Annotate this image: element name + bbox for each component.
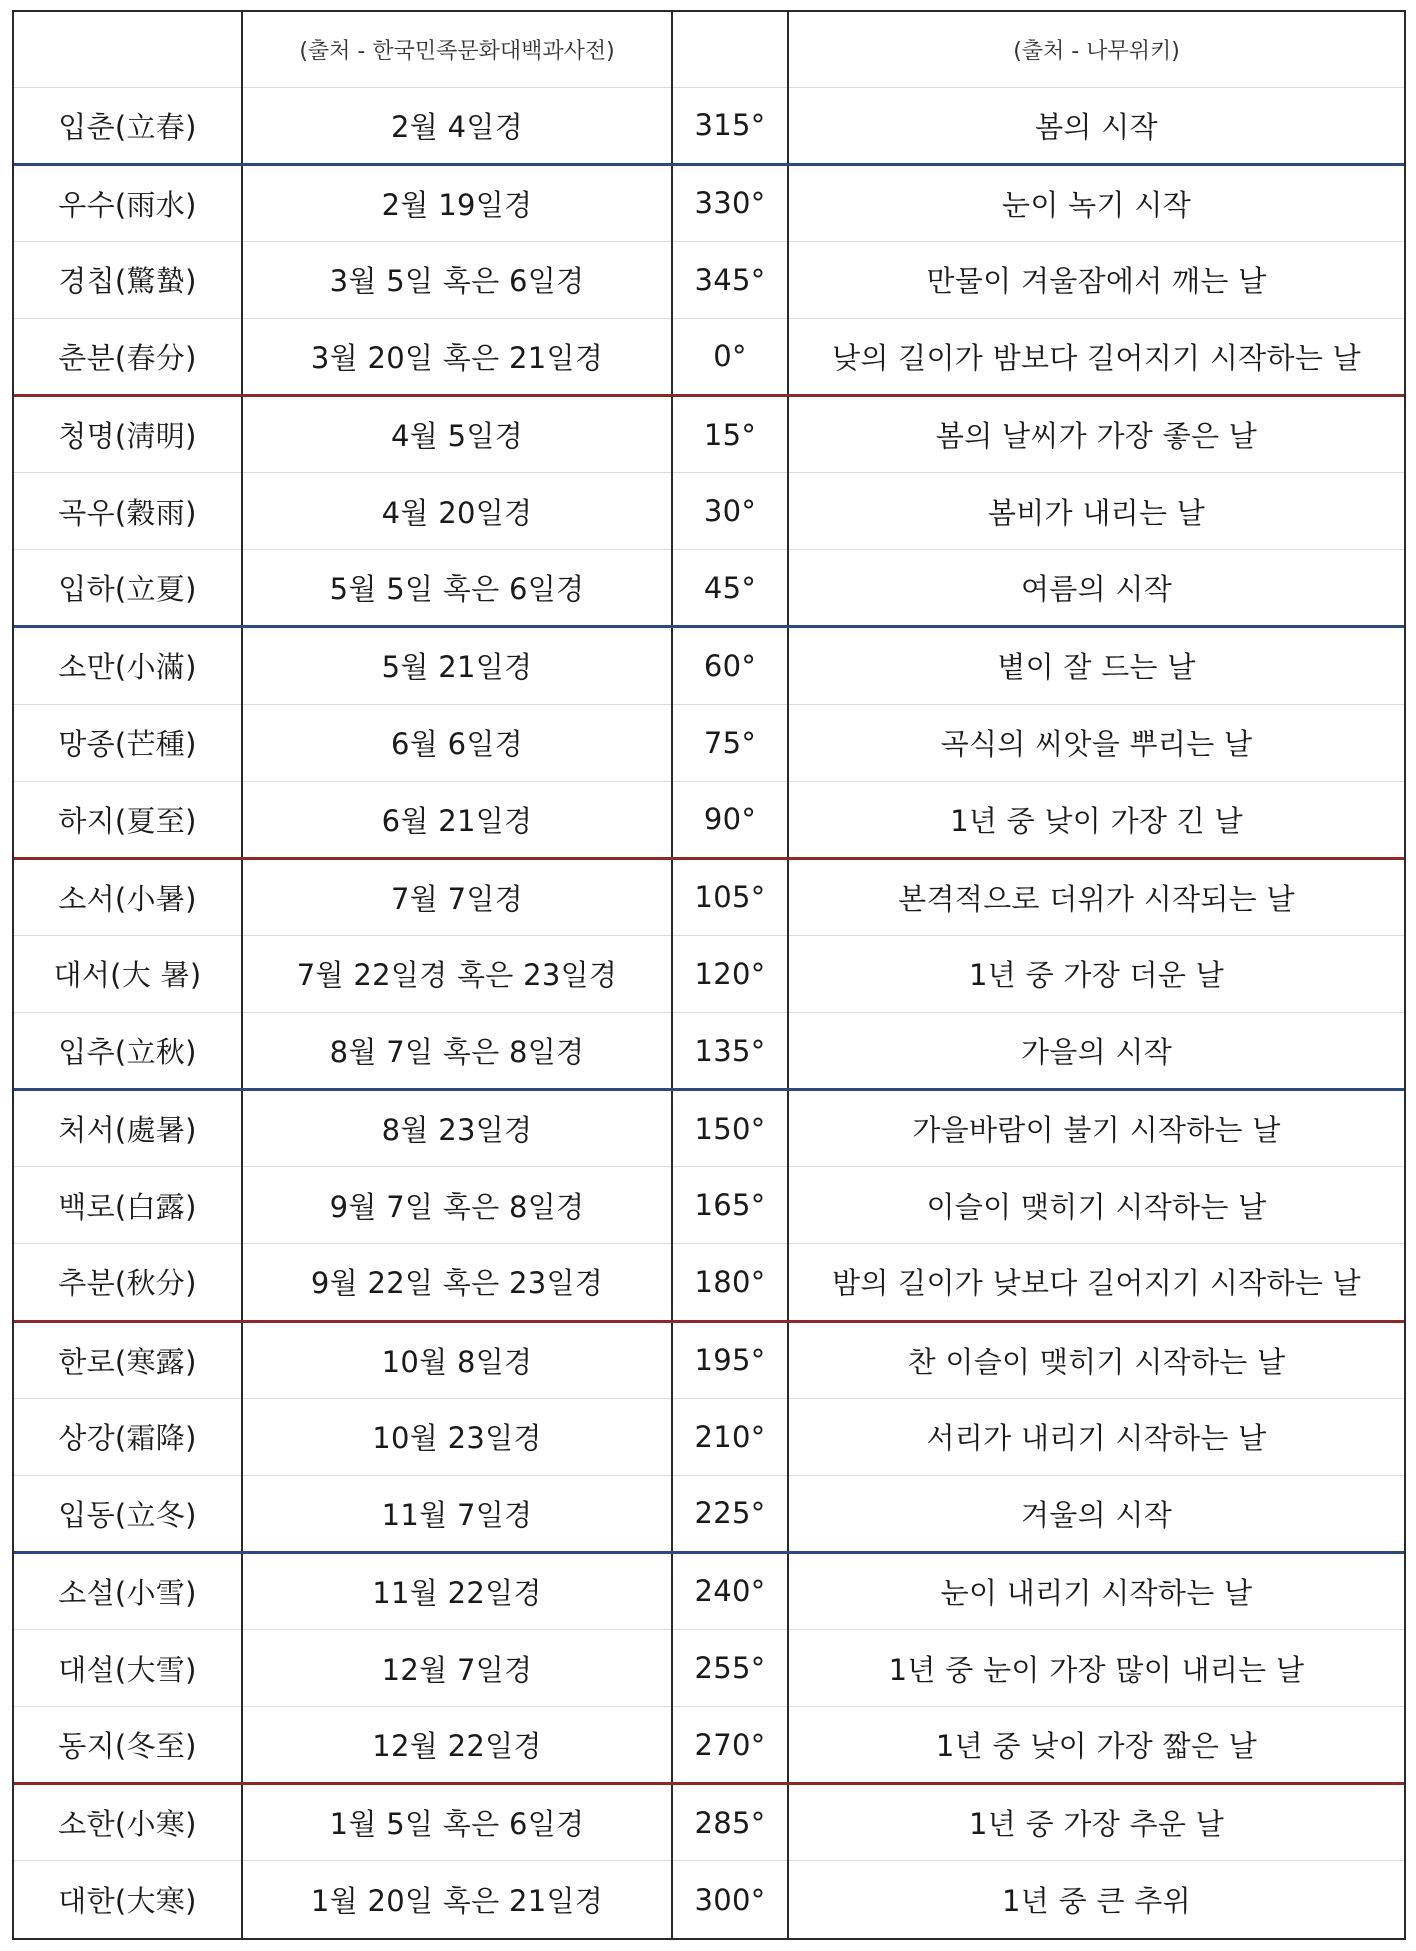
table-row: [14, 473, 1404, 550]
solar-terms-table-container: [12, 10, 1406, 1940]
term-name-cell: 청명(淸明): [14, 396, 242, 473]
table-row: [14, 1398, 1404, 1475]
table-row: [14, 550, 1404, 627]
term-date-cell: 11월 7일경: [242, 1475, 672, 1552]
term-degree-cell: 300°: [672, 1861, 788, 1938]
table-row: [14, 1707, 1404, 1784]
term-degree-cell: 165°: [672, 1167, 788, 1244]
term-desc-cell: 만물이 겨울잠에서 깨는 날: [788, 241, 1404, 318]
term-name-cell: 하지(夏至): [14, 781, 242, 858]
term-date-cell: 2월 19일경: [242, 164, 672, 241]
header-row: [14, 12, 1404, 87]
term-date-cell: 5월 5일 혹은 6일경: [242, 550, 672, 627]
term-degree-cell: 270°: [672, 1707, 788, 1784]
term-date-cell: 12월 22일경: [242, 1707, 672, 1784]
term-date-cell: 12월 7일경: [242, 1630, 672, 1707]
term-name-cell: 한로(寒露): [14, 1321, 242, 1398]
term-degree-cell: 150°: [672, 1090, 788, 1167]
term-name-cell: 춘분(春分): [14, 318, 242, 395]
term-degree-cell: 345°: [672, 241, 788, 318]
term-degree-cell: 210°: [672, 1398, 788, 1475]
header-name-cell: [14, 12, 242, 87]
term-name-cell: 소설(小雪): [14, 1552, 242, 1629]
term-desc-cell: 낮의 길이가 밤보다 길어지기 시작하는 날: [788, 318, 1404, 395]
term-date-cell: 5월 21일경: [242, 627, 672, 704]
term-name-cell: 동지(冬至): [14, 1707, 242, 1784]
term-degree-cell: 105°: [672, 858, 788, 935]
term-desc-cell: 가을바람이 불기 시작하는 날: [788, 1090, 1404, 1167]
term-name-cell: 곡우(穀雨): [14, 473, 242, 550]
term-date-cell: 8월 7일 혹은 8일경: [242, 1013, 672, 1090]
term-name-cell: 경칩(驚蟄): [14, 241, 242, 318]
term-degree-cell: 195°: [672, 1321, 788, 1398]
table-row: [14, 164, 1404, 241]
term-degree-cell: 15°: [672, 396, 788, 473]
table-row: [14, 1244, 1404, 1321]
term-date-cell: 9월 22일 혹은 23일경: [242, 1244, 672, 1321]
table-row: [14, 627, 1404, 704]
term-date-cell: 10월 23일경: [242, 1398, 672, 1475]
table-row: [14, 858, 1404, 935]
term-desc-cell: 가을의 시작: [788, 1013, 1404, 1090]
term-desc-cell: 눈이 내리기 시작하는 날: [788, 1552, 1404, 1629]
table-row: [14, 318, 1404, 395]
term-desc-cell: 여름의 시작: [788, 550, 1404, 627]
table-row: [14, 935, 1404, 1012]
term-name-cell: 처서(處暑): [14, 1090, 242, 1167]
table-row: [14, 1321, 1404, 1398]
term-desc-cell: 봄비가 내리는 날: [788, 473, 1404, 550]
term-name-cell: 입추(立秋): [14, 1013, 242, 1090]
table-row: [14, 1784, 1404, 1861]
term-desc-cell: 1년 중 큰 추위: [1002, 1884, 1191, 1919]
term-desc-cell: 1년 중 낮이 가장 짧은 날: [788, 1707, 1404, 1784]
term-name-cell: 소만(小滿): [14, 627, 242, 704]
term-date-cell: 1월 20일 혹은 21일경: [242, 1861, 672, 1938]
term-name-cell: 입춘(立春): [14, 87, 242, 164]
term-name-cell: 상강(霜降): [14, 1398, 242, 1475]
term-name-cell: 입동(立冬): [14, 1475, 242, 1552]
term-desc-cell: 봄의 날씨가 가장 좋은 날: [788, 396, 1404, 473]
term-desc-cell: 1년 중 가장 추운 날: [788, 1784, 1404, 1861]
term-desc-cell: 봄의 시작: [788, 87, 1404, 164]
term-degree-cell: 120°: [672, 935, 788, 1012]
table-row: [14, 396, 1404, 473]
term-desc-cell: 겨울의 시작: [788, 1475, 1404, 1552]
term-degree-cell: 135°: [672, 1013, 788, 1090]
term-degree-cell: 60°: [672, 627, 788, 704]
term-name-cell: 백로(白露): [14, 1167, 242, 1244]
term-desc-cell: 찬 이슬이 맺히기 시작하는 날: [788, 1321, 1404, 1398]
header-degree-cell: [672, 12, 788, 87]
term-name-cell: 추분(秋分): [14, 1244, 242, 1321]
term-desc-cell: 볕이 잘 드는 날: [788, 627, 1404, 704]
term-date-cell: 7월 7일경: [242, 858, 672, 935]
term-degree-cell: 240°: [672, 1552, 788, 1629]
term-name-cell: 대서(大 暑): [14, 935, 242, 1012]
term-desc-cell: 본격적으로 더위가 시작되는 날: [788, 858, 1404, 935]
header-date-source: (출처 - 한국민족문화대백과사전): [242, 12, 672, 87]
table-row: [14, 1090, 1404, 1167]
table-row: [14, 1552, 1404, 1629]
term-name-cell: 대설(大雪): [14, 1630, 242, 1707]
term-degree-cell: 90°: [672, 781, 788, 858]
term-name-cell: 망종(芒種): [14, 704, 242, 781]
term-desc-cell: 눈이 녹기 시작: [788, 164, 1404, 241]
term-date-cell: 11월 22일경: [242, 1552, 672, 1629]
table-row: [14, 1013, 1404, 1090]
term-name-cell: 대한(大寒): [14, 1861, 242, 1938]
term-date-cell: 10월 8일경: [242, 1321, 672, 1398]
term-date-cell: 8월 23일경: [242, 1090, 672, 1167]
term-name-cell: 소한(小寒): [14, 1784, 242, 1861]
term-desc-cell: 1년 중 가장 더운 날: [788, 935, 1404, 1012]
table-row: [14, 241, 1404, 318]
term-degree-cell: 225°: [672, 1475, 788, 1552]
term-degree-cell: 255°: [672, 1630, 788, 1707]
table-row: [14, 1475, 1404, 1552]
term-date-cell: 3월 5일 혹은 6일경: [242, 241, 672, 318]
term-date-cell: 1월 5일 혹은 6일경: [242, 1784, 672, 1861]
term-degree-cell: 180°: [672, 1244, 788, 1321]
term-desc-cell: 1년 중 눈이 가장 많이 내리는 날: [788, 1630, 1404, 1707]
table-row: [14, 1167, 1404, 1244]
term-degree-cell: 75°: [672, 704, 788, 781]
term-desc-cell: 서리가 내리기 시작하는 날: [788, 1398, 1404, 1475]
table-row: [14, 781, 1404, 858]
term-degree-cell: 0°: [672, 318, 788, 395]
table-row: [14, 87, 1404, 164]
term-desc-cell: 이슬이 맺히기 시작하는 날: [788, 1167, 1404, 1244]
table-row: [14, 704, 1404, 781]
term-name-cell: 소서(小暑): [14, 858, 242, 935]
table-row: [14, 1630, 1404, 1707]
term-desc-cell: 1년 중 낮이 가장 긴 날: [788, 781, 1404, 858]
term-name-cell: 입하(立夏): [14, 550, 242, 627]
term-date-cell: 6월 6일경: [242, 704, 672, 781]
term-date-cell: 9월 7일 혹은 8일경: [242, 1167, 672, 1244]
term-desc-cell: 밤의 길이가 낮보다 길어지기 시작하는 날: [788, 1244, 1404, 1321]
term-date-cell: 3월 20일 혹은 21일경: [242, 318, 672, 395]
term-degree-cell: 315°: [672, 87, 788, 164]
term-degree-cell: 30°: [672, 473, 788, 550]
term-date-cell: 7월 22일경 혹은 23일경: [242, 935, 672, 1012]
term-date-cell: 6월 21일경: [242, 781, 672, 858]
term-degree-cell: 285°: [672, 1784, 788, 1861]
term-degree-cell: 45°: [672, 550, 788, 627]
table-body: [14, 87, 1404, 1938]
term-degree-cell: 330°: [672, 164, 788, 241]
header-desc-source: (출처 - 나무위키): [788, 12, 1404, 87]
term-desc-cell: 곡식의 씨앗을 뿌리는 날: [788, 704, 1404, 781]
solar-terms-table: [14, 12, 1404, 1938]
term-date-cell: 4월 20일경: [242, 473, 672, 550]
term-name-cell: 우수(雨水): [14, 164, 242, 241]
table-row: [14, 1861, 1404, 1938]
term-date-cell: 4월 5일경: [242, 396, 672, 473]
term-date-cell: 2월 4일경: [242, 87, 672, 164]
